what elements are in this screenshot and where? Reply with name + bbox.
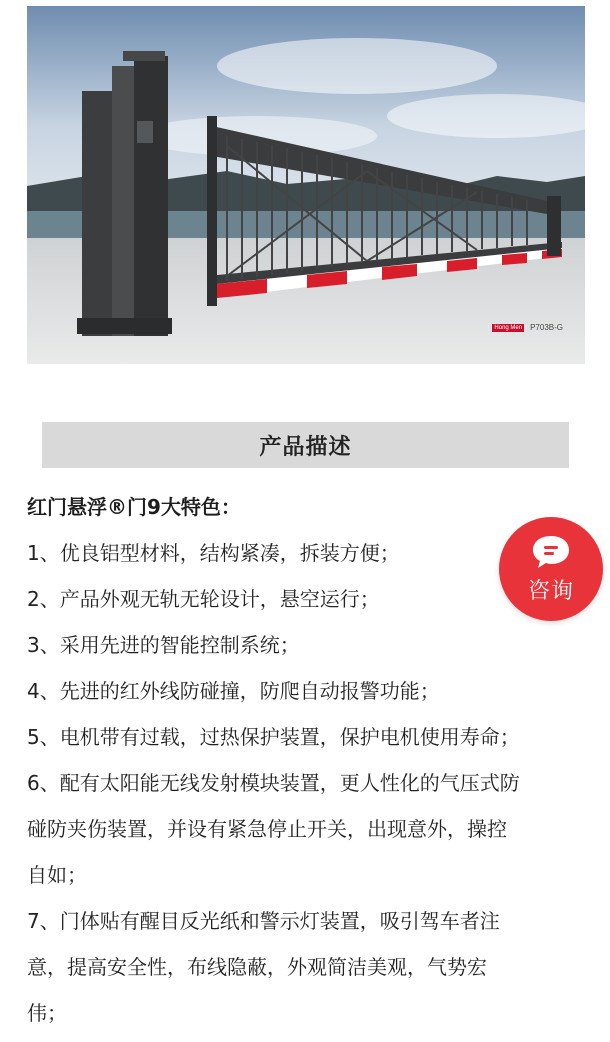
section-header: [42, 422, 569, 468]
feature-line: 2、产品外观无轨无轮设计，悬空运行；: [27, 587, 380, 611]
model-caption: [492, 323, 563, 332]
gate-illustration: [27, 6, 585, 364]
feature-line: 7、门体贴有醒目反光纸和警示灯装置，吸引驾车者注: [27, 909, 500, 933]
product-image: [27, 6, 585, 364]
feature-title: 红门悬浮®门9大特色：: [27, 495, 241, 519]
consult-label: 咨询: [527, 578, 574, 604]
chat-bubble-icon: [531, 534, 571, 570]
brand-tag: Hong Men: [494, 324, 523, 331]
feature-line: 5、电机带有过载，过热保护装置，保护电机使用寿命；: [27, 725, 520, 749]
feature-line: 自如；: [27, 863, 87, 887]
feature-line: 伟；: [27, 1001, 67, 1025]
feature-line: 4、先进的红外线防碰撞，防爬自动报警功能；: [27, 679, 440, 703]
feature-line: 意，提高安全性，布线隐蔽，外观简洁美观，气势宏: [27, 955, 487, 979]
feature-line: 碰防夹伤装置，并设有紧急停止开关，出现意外，操控: [27, 817, 507, 841]
feature-line: 3、采用先进的智能控制系统；: [27, 633, 300, 657]
feature-line: 6、配有太阳能无线发射模块装置，更人性化的气压式防: [27, 771, 520, 795]
section-title: 产品描述: [259, 434, 352, 460]
model-number: P703B-G: [530, 323, 563, 332]
consult-button[interactable]: [499, 517, 603, 621]
feature-line: 1、优良铝型材料，结构紧凑，拆装方便；: [27, 541, 400, 565]
